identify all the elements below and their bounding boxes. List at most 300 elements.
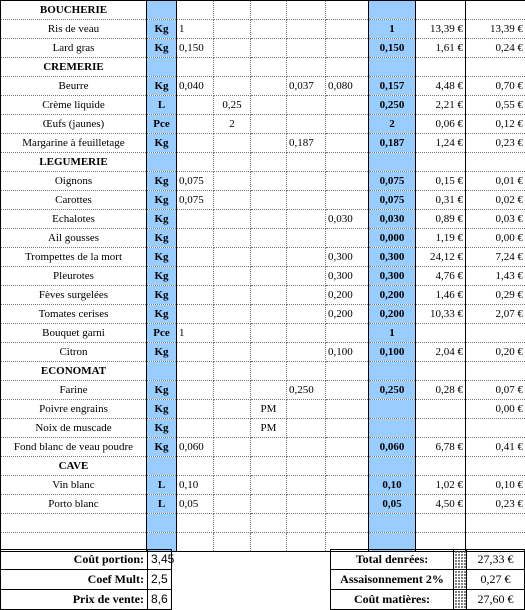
- qty-cell-5[interactable]: [326, 115, 369, 134]
- qty-cell-3[interactable]: [251, 115, 287, 134]
- unit-price-cell[interactable]: [416, 362, 466, 381]
- table-row: [1, 96, 525, 115]
- ingredient-name: Farine: [1, 381, 147, 400]
- unit-cell[interactable]: [147, 153, 177, 172]
- qty-cell-3[interactable]: [251, 305, 287, 324]
- qty-cell-3[interactable]: PM: [251, 400, 287, 419]
- qty-cell-4[interactable]: [287, 96, 326, 115]
- qty-cell-3[interactable]: [251, 39, 287, 58]
- unit-cell[interactable]: L: [147, 495, 177, 514]
- table-row: [1, 229, 525, 248]
- unit-price-cell[interactable]: 4,50 €: [416, 495, 466, 514]
- unit-cell[interactable]: Kg: [147, 438, 177, 457]
- unit-price-cell[interactable]: [416, 400, 466, 419]
- cost-cell[interactable]: 1,43 €: [466, 267, 525, 286]
- cost-cell[interactable]: 0,03 €: [466, 210, 525, 229]
- qty-cell-3[interactable]: [251, 343, 287, 362]
- qty-cell-1[interactable]: 0,10: [177, 476, 214, 495]
- qty-cell-2[interactable]: [214, 400, 251, 419]
- qty-cell-1[interactable]: [177, 134, 214, 153]
- cost-cell[interactable]: 0,70 €: [466, 77, 525, 96]
- qty-cell-5[interactable]: [326, 39, 369, 58]
- unit-price-cell[interactable]: 10,33 €: [416, 305, 466, 324]
- qty-cell-4[interactable]: [287, 229, 326, 248]
- cost-cell[interactable]: 0,02 €: [466, 191, 525, 210]
- prix-vente-value[interactable]: 8,6: [148, 590, 172, 610]
- qty-cell-4[interactable]: [287, 495, 326, 514]
- unit-cell[interactable]: Kg: [147, 191, 177, 210]
- qty-cell-3[interactable]: [251, 533, 287, 552]
- qty-cell-3[interactable]: [251, 438, 287, 457]
- total-qty-cell[interactable]: 0,157: [369, 77, 416, 96]
- qty-cell-5[interactable]: [326, 172, 369, 191]
- qty-cell-5[interactable]: 0,200: [326, 305, 369, 324]
- qty-cell-4[interactable]: 0,250: [287, 381, 326, 400]
- qty-cell-2[interactable]: [214, 1, 251, 20]
- assaisonnement-value[interactable]: 0,27 €: [467, 570, 525, 590]
- qty-cell-5[interactable]: [326, 381, 369, 400]
- qty-cell-2[interactable]: [214, 172, 251, 191]
- table-row: [1, 248, 525, 267]
- qty-cell-1[interactable]: 0,075: [177, 191, 214, 210]
- qty-cell-5[interactable]: [326, 324, 369, 343]
- qty-cell-3[interactable]: [251, 1, 287, 20]
- qty-cell-4[interactable]: [287, 419, 326, 438]
- ingredient-name: Carottes: [1, 191, 147, 210]
- qty-cell-3[interactable]: [251, 286, 287, 305]
- qty-cell-4[interactable]: [287, 267, 326, 286]
- cost-cell[interactable]: [466, 457, 525, 476]
- total-qty-cell[interactable]: [369, 58, 416, 77]
- qty-cell-2[interactable]: [214, 39, 251, 58]
- unit-cell[interactable]: L: [147, 96, 177, 115]
- total-qty-cell[interactable]: 0,150: [369, 39, 416, 58]
- qty-cell-3[interactable]: [251, 191, 287, 210]
- qty-cell-2[interactable]: [214, 514, 251, 533]
- table-row: [1, 324, 525, 343]
- unit-cell[interactable]: Kg: [147, 381, 177, 400]
- qty-cell-2[interactable]: [214, 419, 251, 438]
- qty-cell-2[interactable]: [214, 324, 251, 343]
- unit-cell[interactable]: Kg: [147, 343, 177, 362]
- total-qty-cell[interactable]: 0,200: [369, 305, 416, 324]
- qty-cell-3[interactable]: [251, 324, 287, 343]
- qty-cell-4[interactable]: [287, 1, 326, 20]
- qty-cell-2[interactable]: [214, 153, 251, 172]
- cost-cell[interactable]: 0,29 €: [466, 286, 525, 305]
- cost-cell[interactable]: 0,12 €: [466, 115, 525, 134]
- qty-cell-1[interactable]: [177, 210, 214, 229]
- total-qty-cell[interactable]: 0,060: [369, 438, 416, 457]
- qty-cell-2[interactable]: [214, 210, 251, 229]
- qty-cell-1[interactable]: [177, 153, 214, 172]
- qty-cell-2[interactable]: [214, 134, 251, 153]
- total-denrees-label: Total denrées:: [331, 550, 454, 570]
- qty-cell-5[interactable]: 0,300: [326, 267, 369, 286]
- qty-cell-4[interactable]: [287, 343, 326, 362]
- qty-cell-1[interactable]: [177, 286, 214, 305]
- qty-cell-1[interactable]: [177, 343, 214, 362]
- qty-cell-3[interactable]: PM: [251, 419, 287, 438]
- qty-cell-2[interactable]: [214, 229, 251, 248]
- qty-cell-4[interactable]: [287, 210, 326, 229]
- ingredient-name: Beurre: [1, 77, 147, 96]
- unit-cell[interactable]: [147, 362, 177, 381]
- total-qty-cell[interactable]: 0,100: [369, 343, 416, 362]
- qty-cell-4[interactable]: [287, 362, 326, 381]
- total-qty-cell[interactable]: 1: [369, 324, 416, 343]
- qty-cell-2[interactable]: [214, 362, 251, 381]
- unit-cell[interactable]: Kg: [147, 229, 177, 248]
- cost-cell[interactable]: 0,00 €: [466, 229, 525, 248]
- total-qty-cell[interactable]: 2: [369, 115, 416, 134]
- qty-cell-5[interactable]: [326, 362, 369, 381]
- unit-cell[interactable]: Kg: [147, 77, 177, 96]
- qty-cell-2[interactable]: [214, 20, 251, 39]
- ingredient-name: Citron: [1, 343, 147, 362]
- table-row: [1, 267, 525, 286]
- qty-cell-4[interactable]: [287, 286, 326, 305]
- qty-cell-1[interactable]: 0,060: [177, 438, 214, 457]
- qty-cell-4[interactable]: 0,187: [287, 134, 326, 153]
- unit-price-cell[interactable]: 4,48 €: [416, 77, 466, 96]
- qty-cell-4[interactable]: [287, 191, 326, 210]
- assaisonnement-label: Assaisonnement 2%: [331, 570, 454, 590]
- qty-cell-5[interactable]: [326, 400, 369, 419]
- unit-price-cell[interactable]: 1,19 €: [416, 229, 466, 248]
- unit-price-cell[interactable]: 1,02 €: [416, 476, 466, 495]
- unit-price-cell[interactable]: [416, 1, 466, 20]
- qty-cell-1[interactable]: [177, 305, 214, 324]
- qty-cell-3[interactable]: [251, 229, 287, 248]
- qty-cell-1[interactable]: [177, 400, 214, 419]
- qty-cell-4[interactable]: [287, 324, 326, 343]
- total-qty-cell[interactable]: [369, 457, 416, 476]
- total-qty-cell[interactable]: [369, 153, 416, 172]
- ingredient-name: Bouquet garni: [1, 324, 147, 343]
- cost-cell[interactable]: [466, 419, 525, 438]
- category-row: [1, 362, 525, 381]
- unit-cell[interactable]: L: [147, 476, 177, 495]
- cost-cell[interactable]: 0,23 €: [466, 134, 525, 153]
- cost-cell[interactable]: 2,07 €: [466, 305, 525, 324]
- qty-cell-1[interactable]: [177, 533, 214, 552]
- qty-cell-1[interactable]: [177, 362, 214, 381]
- category-row: [1, 1, 525, 20]
- total-qty-cell[interactable]: 0,250: [369, 381, 416, 400]
- unit-cell[interactable]: Kg: [147, 134, 177, 153]
- total-qty-cell[interactable]: 0,075: [369, 191, 416, 210]
- qty-cell-4[interactable]: [287, 115, 326, 134]
- cost-cell[interactable]: [466, 58, 525, 77]
- qty-cell-1[interactable]: 0,150: [177, 39, 214, 58]
- cost-cell[interactable]: [466, 324, 525, 343]
- qty-cell-4[interactable]: [287, 457, 326, 476]
- cout-portion-label: Coût portion:: [1, 550, 148, 570]
- qty-cell-5[interactable]: [326, 134, 369, 153]
- qty-cell-3[interactable]: [251, 457, 287, 476]
- qty-cell-2[interactable]: [214, 381, 251, 400]
- table-row: [1, 476, 525, 495]
- qty-cell-4[interactable]: [287, 514, 326, 533]
- ingredient-name: Crème liquide: [1, 96, 147, 115]
- unit-cell[interactable]: Kg: [147, 172, 177, 191]
- qty-cell-1[interactable]: [177, 58, 214, 77]
- qty-cell-5[interactable]: [326, 457, 369, 476]
- unit-price-cell[interactable]: [416, 457, 466, 476]
- cost-cell[interactable]: 0,24 €: [466, 39, 525, 58]
- total-qty-cell[interactable]: [369, 1, 416, 20]
- qty-cell-5[interactable]: [326, 229, 369, 248]
- qty-cell-3[interactable]: [251, 476, 287, 495]
- qty-cell-1[interactable]: [177, 96, 214, 115]
- unit-price-cell[interactable]: 13,39 €: [416, 20, 466, 39]
- cost-cell[interactable]: 13,39 €: [466, 20, 525, 39]
- unit-price-cell[interactable]: 1,61 €: [416, 39, 466, 58]
- unit-price-cell[interactable]: 0,89 €: [416, 210, 466, 229]
- unit-price-cell[interactable]: 0,06 €: [416, 115, 466, 134]
- qty-cell-4[interactable]: 0,037: [287, 77, 326, 96]
- total-qty-cell[interactable]: 0,187: [369, 134, 416, 153]
- qty-cell-5[interactable]: [326, 58, 369, 77]
- ingredient-name: Echalotes: [1, 210, 147, 229]
- ingredient-name: Trompettes de la mort: [1, 248, 147, 267]
- unit-price-cell[interactable]: 6,78 €: [416, 438, 466, 457]
- qty-cell-3[interactable]: [251, 495, 287, 514]
- cost-cell[interactable]: 0,55 €: [466, 96, 525, 115]
- qty-cell-2[interactable]: [214, 58, 251, 77]
- cost-cell[interactable]: [466, 1, 525, 20]
- unit-price-cell[interactable]: [416, 419, 466, 438]
- ingredient-name: Oignons: [1, 172, 147, 191]
- total-qty-cell[interactable]: 0,200: [369, 286, 416, 305]
- unit-price-cell[interactable]: 2,21 €: [416, 96, 466, 115]
- unit-cell[interactable]: Kg: [147, 20, 177, 39]
- total-qty-cell[interactable]: [369, 400, 416, 419]
- qty-cell-3[interactable]: [251, 248, 287, 267]
- cost-cell[interactable]: 0,10 €: [466, 476, 525, 495]
- unit-cell[interactable]: Kg: [147, 305, 177, 324]
- total-qty-cell[interactable]: 0,300: [369, 267, 416, 286]
- unit-price-cell[interactable]: [416, 514, 466, 533]
- qty-cell-2[interactable]: [214, 495, 251, 514]
- total-qty-cell[interactable]: [369, 514, 416, 533]
- unit-price-cell[interactable]: 0,31 €: [416, 191, 466, 210]
- qty-cell-3[interactable]: [251, 362, 287, 381]
- unit-cell[interactable]: [147, 514, 177, 533]
- qty-cell-2[interactable]: [214, 248, 251, 267]
- qty-cell-4[interactable]: [287, 58, 326, 77]
- unit-cell[interactable]: Kg: [147, 248, 177, 267]
- qty-cell-3[interactable]: [251, 134, 287, 153]
- qty-cell-3[interactable]: [251, 20, 287, 39]
- qty-cell-2[interactable]: [214, 343, 251, 362]
- qty-cell-2[interactable]: [214, 267, 251, 286]
- table-row: [1, 134, 525, 153]
- table-row: [1, 39, 525, 58]
- qty-cell-2[interactable]: [214, 286, 251, 305]
- qty-cell-4[interactable]: [287, 305, 326, 324]
- qty-cell-4[interactable]: [287, 39, 326, 58]
- qty-cell-3[interactable]: [251, 153, 287, 172]
- qty-cell-2[interactable]: [214, 438, 251, 457]
- qty-cell-5[interactable]: [326, 514, 369, 533]
- total-qty-cell[interactable]: [369, 362, 416, 381]
- ingredient-name: Ail gousses: [1, 229, 147, 248]
- qty-cell-4[interactable]: [287, 248, 326, 267]
- unit-cell[interactable]: Kg: [147, 39, 177, 58]
- qty-cell-3[interactable]: [251, 77, 287, 96]
- unit-cell[interactable]: [147, 457, 177, 476]
- unit-price-cell[interactable]: 0,15 €: [416, 172, 466, 191]
- qty-cell-1[interactable]: [177, 457, 214, 476]
- unit-cell[interactable]: Pce: [147, 324, 177, 343]
- qty-cell-5[interactable]: [326, 191, 369, 210]
- qty-cell-2[interactable]: [214, 457, 251, 476]
- unit-cell[interactable]: Kg: [147, 286, 177, 305]
- qty-cell-3[interactable]: [251, 267, 287, 286]
- unit-price-cell[interactable]: [416, 58, 466, 77]
- category-row: [1, 457, 525, 476]
- qty-cell-5[interactable]: 0,030: [326, 210, 369, 229]
- qty-cell-2[interactable]: [214, 191, 251, 210]
- qty-cell-5[interactable]: [326, 96, 369, 115]
- cout-matieres-value[interactable]: 27,60 €: [467, 590, 525, 610]
- qty-cell-4[interactable]: [287, 400, 326, 419]
- cost-cell[interactable]: 7,24 €: [466, 248, 525, 267]
- qty-cell-5[interactable]: [326, 20, 369, 39]
- total-qty-cell[interactable]: 0,10: [369, 476, 416, 495]
- qty-cell-5[interactable]: [326, 438, 369, 457]
- coef-mult-value[interactable]: 2,5: [148, 570, 172, 590]
- cost-cell[interactable]: 0,41 €: [466, 438, 525, 457]
- unit-cell[interactable]: Kg: [147, 400, 177, 419]
- qty-cell-1[interactable]: [177, 381, 214, 400]
- ingredient-name: Tomates cerises: [1, 305, 147, 324]
- qty-cell-3[interactable]: [251, 96, 287, 115]
- qty-cell-5[interactable]: [326, 1, 369, 20]
- qty-cell-5[interactable]: [326, 495, 369, 514]
- cost-cell[interactable]: 0,00 €: [466, 400, 525, 419]
- dotted-pattern: [454, 570, 467, 590]
- ingredient-name: [1, 514, 147, 533]
- unit-price-cell[interactable]: [416, 153, 466, 172]
- qty-cell-3[interactable]: [251, 172, 287, 191]
- table-row: [1, 495, 525, 514]
- qty-cell-1[interactable]: [177, 115, 214, 134]
- qty-cell-5[interactable]: 0,100: [326, 343, 369, 362]
- qty-cell-1[interactable]: 1: [177, 324, 214, 343]
- category-row: [1, 58, 525, 77]
- qty-cell-3[interactable]: [251, 381, 287, 400]
- category-label: LEGUMERIE: [1, 153, 147, 172]
- qty-cell-2[interactable]: [214, 305, 251, 324]
- cost-cell[interactable]: 0,20 €: [466, 343, 525, 362]
- qty-cell-1[interactable]: 0,075: [177, 172, 214, 191]
- unit-price-cell[interactable]: 1,24 €: [416, 134, 466, 153]
- cost-cell[interactable]: 0,01 €: [466, 172, 525, 191]
- ingredient-name: Lard gras: [1, 39, 147, 58]
- qty-cell-1[interactable]: [177, 1, 214, 20]
- qty-cell-3[interactable]: [251, 514, 287, 533]
- qty-cell-5[interactable]: 0,200: [326, 286, 369, 305]
- category-label: ECONOMAT: [1, 362, 147, 381]
- cost-cell[interactable]: [466, 514, 525, 533]
- qty-cell-5[interactable]: 0,300: [326, 248, 369, 267]
- qty-cell-3[interactable]: [251, 210, 287, 229]
- unit-price-cell[interactable]: 2,04 €: [416, 343, 466, 362]
- total-qty-cell[interactable]: 0,030: [369, 210, 416, 229]
- qty-cell-5[interactable]: [326, 153, 369, 172]
- category-row: [1, 153, 525, 172]
- unit-cell[interactable]: Kg: [147, 267, 177, 286]
- qty-cell-1[interactable]: 0,040: [177, 77, 214, 96]
- ingredient-name: Noix de muscade: [1, 419, 147, 438]
- total-qty-cell[interactable]: 0,000: [369, 229, 416, 248]
- qty-cell-1[interactable]: [177, 267, 214, 286]
- unit-cell[interactable]: Kg: [147, 419, 177, 438]
- qty-cell-4[interactable]: [287, 20, 326, 39]
- qty-cell-2[interactable]: [214, 533, 251, 552]
- qty-cell-1[interactable]: [177, 229, 214, 248]
- qty-cell-1[interactable]: 1: [177, 20, 214, 39]
- cost-cell[interactable]: 0,07 €: [466, 381, 525, 400]
- qty-cell-2[interactable]: 2: [214, 115, 251, 134]
- qty-cell-1[interactable]: [177, 419, 214, 438]
- qty-cell-3[interactable]: [251, 58, 287, 77]
- qty-cell-2[interactable]: [214, 77, 251, 96]
- qty-cell-5[interactable]: [326, 476, 369, 495]
- cout-portion-value[interactable]: 3,45: [148, 550, 172, 570]
- total-denrees-value[interactable]: 27,33 €: [467, 550, 525, 570]
- unit-cell[interactable]: [147, 58, 177, 77]
- cost-cell[interactable]: 0,23 €: [466, 495, 525, 514]
- qty-cell-1[interactable]: [177, 514, 214, 533]
- unit-cell[interactable]: [147, 1, 177, 20]
- qty-cell-5[interactable]: 0,080: [326, 77, 369, 96]
- qty-cell-4[interactable]: [287, 476, 326, 495]
- qty-cell-4[interactable]: [287, 438, 326, 457]
- unit-price-cell[interactable]: 4,76 €: [416, 267, 466, 286]
- qty-cell-5[interactable]: [326, 419, 369, 438]
- unit-cell[interactable]: Pce: [147, 115, 177, 134]
- total-qty-cell[interactable]: [369, 419, 416, 438]
- total-qty-cell[interactable]: 0,075: [369, 172, 416, 191]
- table-row: [1, 77, 525, 96]
- qty-cell-2[interactable]: [214, 476, 251, 495]
- qty-cell-4[interactable]: [287, 153, 326, 172]
- cost-cell[interactable]: [466, 362, 525, 381]
- total-qty-cell[interactable]: 0,05: [369, 495, 416, 514]
- qty-cell-1[interactable]: [177, 248, 214, 267]
- total-qty-cell[interactable]: 0,300: [369, 248, 416, 267]
- unit-price-cell[interactable]: 24,12 €: [416, 248, 466, 267]
- qty-cell-2[interactable]: 0,25: [214, 96, 251, 115]
- unit-price-cell[interactable]: 1,46 €: [416, 286, 466, 305]
- table-row: [1, 514, 525, 533]
- ingredient-name: Œufs (jaunes): [1, 115, 147, 134]
- qty-cell-1[interactable]: 0,05: [177, 495, 214, 514]
- qty-cell-4[interactable]: [287, 172, 326, 191]
- unit-price-cell[interactable]: 0,28 €: [416, 381, 466, 400]
- table-row: [1, 381, 525, 400]
- total-qty-cell[interactable]: 0,250: [369, 96, 416, 115]
- unit-cell[interactable]: Kg: [147, 210, 177, 229]
- unit-price-cell[interactable]: [416, 324, 466, 343]
- qty-cell-4[interactable]: [287, 533, 326, 552]
- cost-cell[interactable]: [466, 153, 525, 172]
- total-qty-cell[interactable]: 1: [369, 20, 416, 39]
